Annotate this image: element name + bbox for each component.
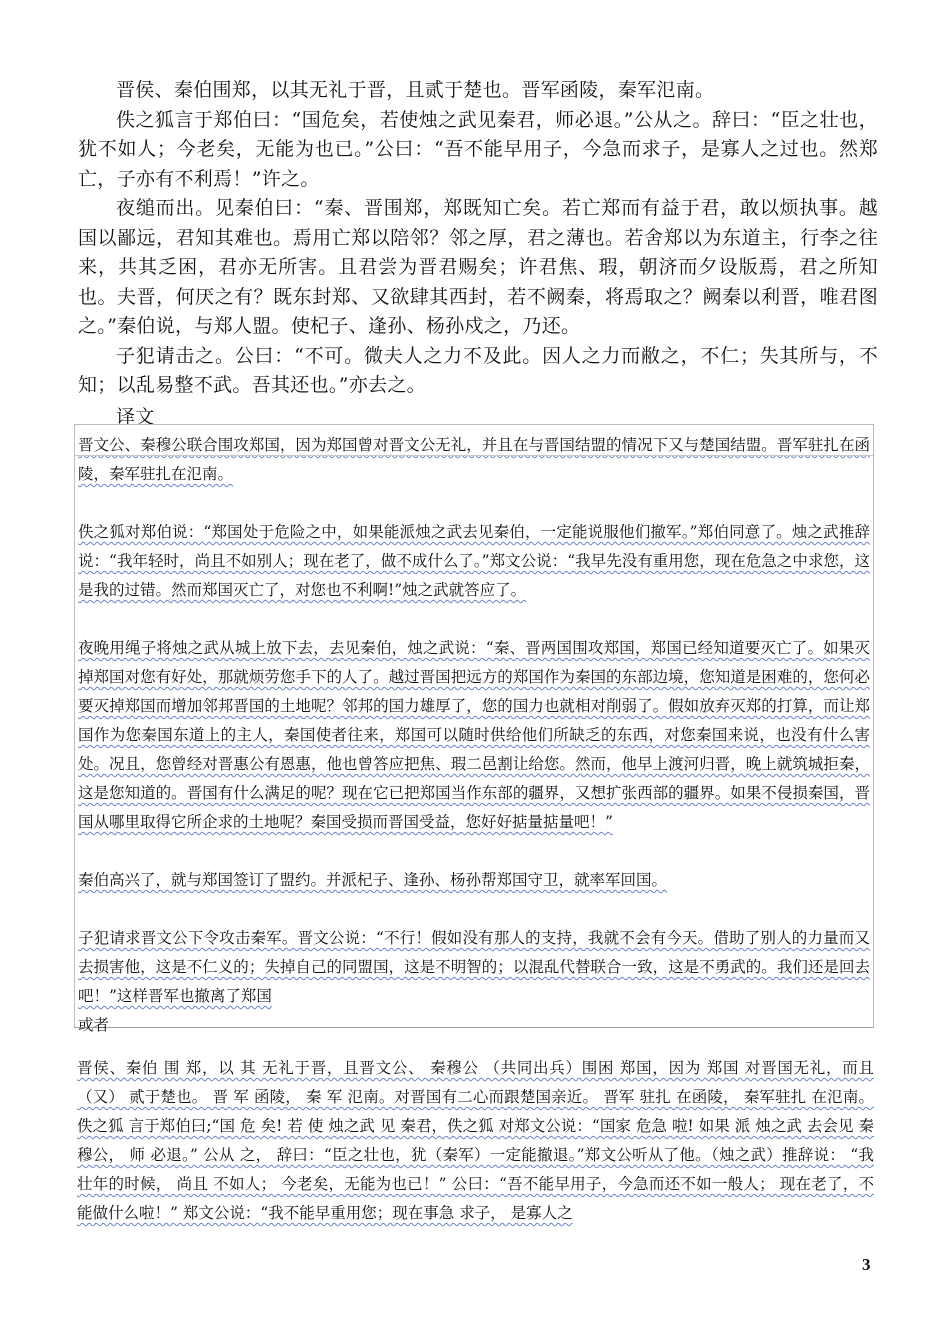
classical-paragraph-2: 佚之狐言于郑伯曰：“国危矣，若使烛之武见秦君，师必退。”公从之。辞曰：“臣之壮也，犹不如人；今老矣，无能为也已。”公曰：“吾不能早用子，今急而求子，是寡人之过也。然郑亡，子亦有不利焉！”许之。: [78, 108, 878, 190]
or-label: 或者: [78, 1016, 110, 1034]
alternate-translation-paragraph: [77, 1054, 874, 1228]
page-number: 3: [862, 1255, 871, 1274]
classical-paragraph-1: 晋侯、秦伯围郑，以其无礼于晋，且贰于楚也。晋军函陵，秦军氾南。: [116, 79, 715, 101]
translation-paragraph-5: [78, 924, 870, 1011]
translation-paragraph-4: [78, 866, 870, 895]
alternate-translation-text: 晋侯、秦伯 围 郑，以 其 无礼于晋，且晋文公、 秦穆公 （共同出兵）围困 郑国，因为 郑国 对晋国无礼，而且 （又） 贰于楚也。 晋 军 函陵， 秦 军 氾南。对晋国有二心而跟楚国亲近。 晋军 驻扎 在函陵， 秦军驻扎 在氾南。佚之狐 言于郑伯曰;“国 危 矣! 若 使 烛之武 见 秦君，佚之狐 对郑文公说：“国家 危急 啦! 如果 派 烛之武 去会见 秦穆公， 师 必退。” 公从 之， 辞曰：“臣之壮也，犹（秦军）一定能撤退。”郑文公听从了他。（烛之武）推辞说： “我壮年的时候， 尚且 不如人； 今老矣，无能为也已！” 公曰：“吾不能早用子，今急而还不如一般人； 现在老了，不能做什么啦！” 郑文公说：“我不能早重用您；现在事急 求子， 是寡人之: [77, 1059, 874, 1222]
translation-heading: 译文: [116, 405, 155, 428]
translation-text-4: 秦伯高兴了，就与郑国签订了盟约。并派杞子、逢孙、杨孙帮郑国守卫，就率军回国。: [78, 871, 668, 889]
translation-text-2: 佚之狐对郑伯说：“郑国处于危险之中，如果能派烛之武去见秦伯，一定能说服他们撤军。”郑伯同意了。烛之武推辞说：“我年轻时，尚且不如别人；现在老了，做不成什么了。”郑文公说：“我早先没有重用您，现在危急之中求您，这是我的过错。然而郑国灭亡了，对您也不利啊!”烛之武就答应了。: [78, 523, 870, 599]
translation-text-1: 晋文公、秦穆公联合围攻郑国，因为郑国曾对晋文公无礼，并且在与晋国结盟的情况下又与楚国结盟。晋军驻扎在函陵，秦军驻扎在氾南。: [78, 436, 870, 483]
box-divider: [75, 455, 873, 456]
classical-paragraph-4: 子犯请击之。公曰：“不可。微夫人之力不及此。因人之力而敝之，不仁；失其所与，不知；以乱易整不武。吾其还也。”亦去之。: [78, 344, 878, 396]
translation-box: [74, 424, 874, 1034]
translation-text-3: 夜晚用绳子将烛之武从城上放下去，去见秦伯，烛之武说：“秦、晋两国围攻郑国，郑国已经知道要灭亡了。如果灭掉郑国对您有好处，那就烦劳您手下的人了。越过晋国把远方的郑国作为秦国的东部边境，您知道是困难的，您何必要灭掉郑国而增加邻邦晋国的土地呢？邻邦的国力雄厚了，您的国力也就相对削弱了。假如放弃灭郑的打算，而让郑国作为您秦国东道上的主人，秦国使者往来，郑国可以随时供给他们所缺乏的东西，对您秦国来说，也没有什么害处。况且，您曾经对晋惠公有恩惠，他也曾答应把焦、瑕二邑割让给您。然而，他早上渡河归晋，晚上就筑城拒秦，这是您知道的。晋国有什么满足的呢？现在它已把郑国当作东部的疆界，又想扩张西部的疆界。如果不侵损秦国，晋国从哪里取得它所企求的土地呢？秦国受损而晋国受益，您好好掂量掂量吧！”: [78, 639, 870, 831]
translation-paragraph-3: [78, 634, 870, 837]
translation-paragraph-1: [78, 431, 870, 489]
translation-paragraph-2: [78, 518, 870, 605]
classical-text: [78, 76, 878, 432]
translation-text-5: 子犯请求晋文公下令攻击秦军。晋文公说：“不行！假如没有那人的支持，我就不会有今天。借助了别人的力量而又去损害他，这是不仁义的；失掉自己的同盟国，这是不明智的；以混乱代替联合一致，这是不勇武的。我们还是回去吧！”这样晋军也撤离了郑国: [78, 929, 870, 1005]
alternate-translation: [77, 1054, 874, 1228]
classical-paragraph-3: 夜缒而出。见秦伯曰：“秦、晋围郑，郑既知亡矣。若亡郑而有益于君，敢以烦执事。越国以鄙远，君知其难也。焉用亡郑以陪邻？邻之厚，君之薄也。若舍郑以为东道主，行李之往来，共其乏困，君亦无所害。且君尝为晋君赐矣；许君焦、瑕，朝济而夕设版焉，君之所知也。夫晋，何厌之有？既东封郑、又欲肆其西封，若不阙秦，将焉取之？阙秦以利晋，唯君图之。”秦伯说，与郑人盟。使杞子、逢孙、杨孙戍之，乃还。: [78, 197, 878, 337]
